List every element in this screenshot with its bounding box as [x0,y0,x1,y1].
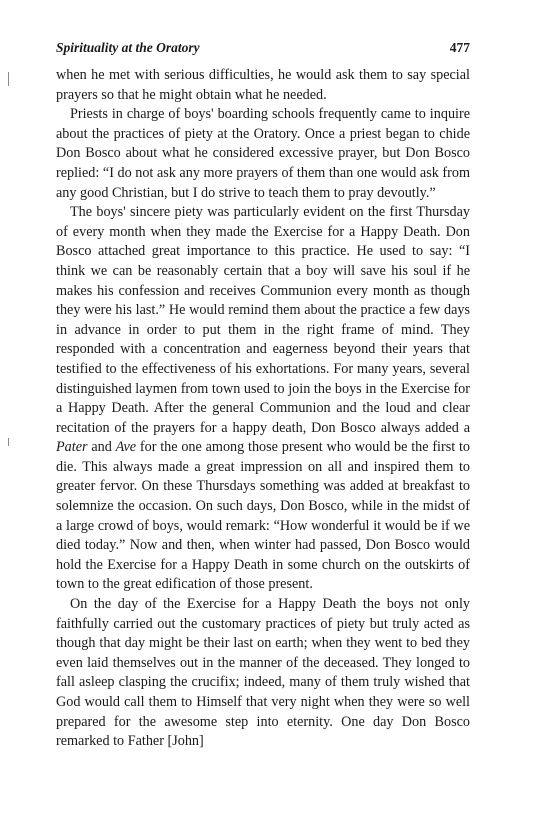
paragraph-thursdays [56,203,470,595]
scan-mark [8,72,9,86]
paragraph-priests: Priests in charge of boys' boarding schools frequently came to inquire about the practices of piety at the Oratory. Once a priest began to chide Don Bosco about what he considered excessive prayer, but Don Bosco replied: “I do not ask any more prayers of them than one would ask from any good Christian, but I do strive to teach them to pray devoutly.” [56,106,470,201]
paragraph-text: for the one among those present who would be the first to die. This always made a great impression on all and inspired them to greater fervor. On these Thursdays something was added at breakfast to solemnize the occasion. On such days, Don Bosco, while in the midst of a large crowd of boys, would remark: “How wonderful it would be if we died today.” Now and then, when winter had passed, Don Bosco would hold the Exercise for a Happy Death in some church on the outskirts of town to the great edification of those present. [56,439,470,593]
paragraph-continuation: when he met with serious difficulties, he would ask them to say special prayers so that he might obtain what he needed. [56,67,470,103]
paragraph-happy-death-day: On the day of the Exercise for a Happy Death the boys not only faithfully carried out the customary practices of piety but truly acted as though that day might be their last on earth; when they went to bed they even laid themselves out in the manner of the deceased. They longed to fall asleep clasping the crucifix; indeed, many of them truly wished that God would call them to Himself that very night when they were so well prepared for the awesome step into eternity. One day Don Bosco remarked to Father [John] [56,596,470,750]
page-header [56,40,470,64]
page-number: 477 [449,40,470,55]
scan-mark [8,438,9,446]
body-text [56,66,470,752]
latin-term-ave: Ave [115,439,137,456]
paragraph-text: and [87,439,116,456]
book-page [56,40,470,752]
running-head: Spirituality at the Oratory [56,40,200,55]
latin-term-pater: Pater [56,439,88,456]
paragraph-text: The boys' sincere piety was particularly evident on the first Thursday of every month when they made the Exercise for a Happy Death. Don Bosco attached great importance to this practice. He used to say: “I think we can be reasonably certain that a boy will save his soul if he makes his confession and receives Communion every month as though they were his last.” He would remind them about the practice a few days in advance in order to put them in the right frame of mind. They responded with a concentration and eagerness beyond their years that testified to the effectiveness of his exhortations. For many years, several distinguished laymen from town used to join the boys in the Exercise for a Happy Death. After the general Communion and the loud and clear recitation of the prayers for a happy death, Don Bosco always added a [56,204,470,436]
